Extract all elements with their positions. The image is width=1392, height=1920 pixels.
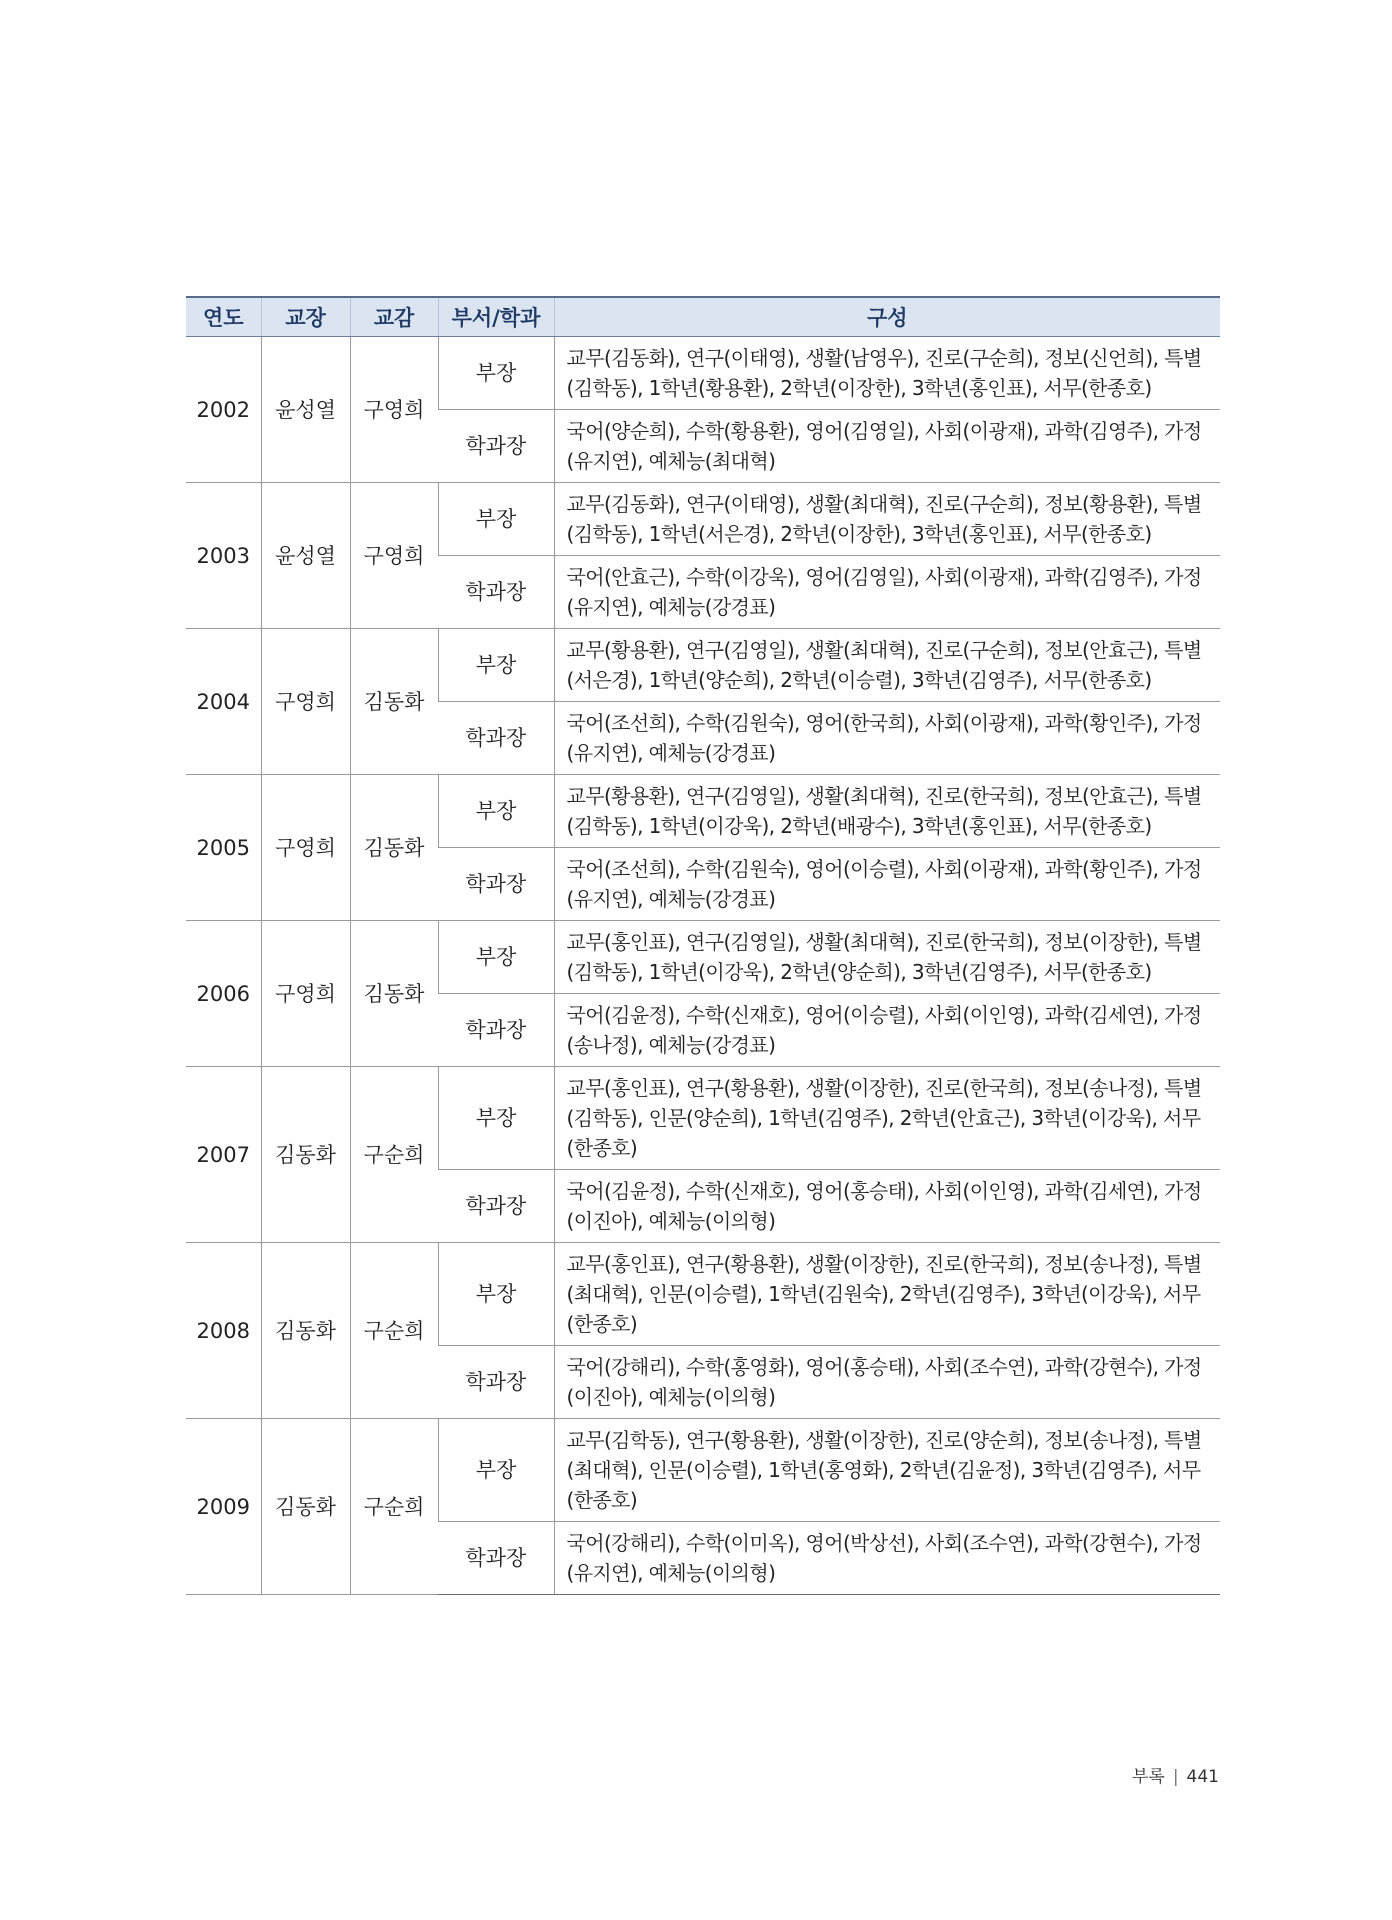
cell-principal: 윤성열 bbox=[261, 483, 350, 629]
staff-table bbox=[186, 296, 1220, 1595]
cell-subject-composition: 국어(안효근), 수학(이강욱), 영어(김영일), 사회(이광재), 과학(김영주), 가정(유지연), 예체능(강경표) bbox=[554, 556, 1220, 629]
cell-dept-label: 부장 bbox=[438, 337, 554, 410]
cell-subject-composition: 국어(강해리), 수학(이미옥), 영어(박상선), 사회(조수연), 과학(강현수), 가정(유지연), 예체능(이의형) bbox=[554, 1522, 1220, 1595]
cell-subject-label: 학과장 bbox=[438, 410, 554, 483]
table-row bbox=[186, 1243, 1220, 1346]
cell-dept-label: 부장 bbox=[438, 1419, 554, 1522]
cell-year: 2009 bbox=[186, 1419, 261, 1595]
table-row bbox=[186, 1067, 1220, 1170]
cell-dept-label: 부장 bbox=[438, 629, 554, 702]
staff-table-wrapper bbox=[186, 296, 1220, 1595]
cell-dept-label: 부장 bbox=[438, 1067, 554, 1170]
cell-dept-label: 부장 bbox=[438, 1243, 554, 1346]
cell-principal: 김동화 bbox=[261, 1243, 350, 1419]
cell-year: 2002 bbox=[186, 337, 261, 483]
header-principal: 교장 bbox=[261, 297, 350, 337]
table-row bbox=[186, 483, 1220, 556]
cell-year: 2003 bbox=[186, 483, 261, 629]
table-header-row bbox=[186, 297, 1220, 337]
cell-principal: 구영희 bbox=[261, 921, 350, 1067]
cell-subject-composition: 국어(김윤정), 수학(신재호), 영어(홍승태), 사회(이인영), 과학(김세연), 가정(이진아), 예체능(이의형) bbox=[554, 1170, 1220, 1243]
cell-year: 2004 bbox=[186, 629, 261, 775]
cell-subject-composition: 국어(조선희), 수학(김원숙), 영어(한국희), 사회(이광재), 과학(황인주), 가정(유지연), 예체능(강경표) bbox=[554, 702, 1220, 775]
cell-vice-principal: 구순희 bbox=[350, 1067, 438, 1243]
cell-subject-label: 학과장 bbox=[438, 556, 554, 629]
cell-principal: 김동화 bbox=[261, 1419, 350, 1595]
header-composition: 구성 bbox=[554, 297, 1220, 337]
cell-year: 2006 bbox=[186, 921, 261, 1067]
cell-year: 2008 bbox=[186, 1243, 261, 1419]
page-number: 441 bbox=[1186, 1767, 1219, 1787]
cell-vice-principal: 김동화 bbox=[350, 629, 438, 775]
cell-subject-composition: 국어(김윤정), 수학(신재호), 영어(이승렬), 사회(이인영), 과학(김세연), 가정(송나정), 예체능(강경표) bbox=[554, 994, 1220, 1067]
cell-dept-label: 부장 bbox=[438, 775, 554, 848]
cell-dept-composition: 교무(김학동), 연구(황용환), 생활(이장한), 진로(양순희), 정보(송나정), 특별(최대혁), 인문(이승렬), 1학년(홍영화), 2학년(김윤정), 3학년(김영주), 서무(한종호) bbox=[554, 1419, 1220, 1522]
cell-subject-label: 학과장 bbox=[438, 1170, 554, 1243]
table-row bbox=[186, 629, 1220, 702]
table-row bbox=[186, 775, 1220, 848]
cell-vice-principal: 구순희 bbox=[350, 1243, 438, 1419]
cell-dept-composition: 교무(김동화), 연구(이태영), 생활(최대혁), 진로(구순희), 정보(황용환), 특별(김학동), 1학년(서은경), 2학년(이장한), 3학년(홍인표), 서무(한종호) bbox=[554, 483, 1220, 556]
cell-dept-composition: 교무(황용환), 연구(김영일), 생활(최대혁), 진로(구순희), 정보(안효근), 특별(서은경), 1학년(양순희), 2학년(이승렬), 3학년(김영주), 서무(한종호) bbox=[554, 629, 1220, 702]
cell-principal: 구영희 bbox=[261, 775, 350, 921]
cell-dept-composition: 교무(홍인표), 연구(황용환), 생활(이장한), 진로(한국희), 정보(송나정), 특별(최대혁), 인문(이승렬), 1학년(김원숙), 2학년(김영주), 3학년(이강욱), 서무(한종호) bbox=[554, 1243, 1220, 1346]
table-row bbox=[186, 1419, 1220, 1522]
cell-subject-composition: 국어(조선희), 수학(김원숙), 영어(이승렬), 사회(이광재), 과학(황인주), 가정(유지연), 예체능(강경표) bbox=[554, 848, 1220, 921]
header-vice-principal: 교감 bbox=[350, 297, 438, 337]
header-department: 부서/학과 bbox=[438, 297, 554, 337]
cell-dept-composition: 교무(홍인표), 연구(김영일), 생활(최대혁), 진로(한국희), 정보(이장한), 특별(김학동), 1학년(이강욱), 2학년(양순희), 3학년(김영주), 서무(한종호) bbox=[554, 921, 1220, 994]
cell-subject-label: 학과장 bbox=[438, 994, 554, 1067]
cell-subject-composition: 국어(강해리), 수학(홍영화), 영어(홍승태), 사회(조수연), 과학(강현수), 가정(이진아), 예체능(이의형) bbox=[554, 1346, 1220, 1419]
cell-year: 2005 bbox=[186, 775, 261, 921]
cell-vice-principal: 김동화 bbox=[350, 921, 438, 1067]
cell-dept-composition: 교무(황용환), 연구(김영일), 생활(최대혁), 진로(한국희), 정보(안효근), 특별(김학동), 1학년(이강욱), 2학년(배광수), 3학년(홍인표), 서무(한종호) bbox=[554, 775, 1220, 848]
cell-vice-principal: 구영희 bbox=[350, 483, 438, 629]
cell-vice-principal: 구영희 bbox=[350, 337, 438, 483]
cell-dept-composition: 교무(김동화), 연구(이태영), 생활(남영우), 진로(구순희), 정보(신언희), 특별(김학동), 1학년(황용환), 2학년(이장한), 3학년(홍인표), 서무(한종호) bbox=[554, 337, 1220, 410]
cell-principal: 김동화 bbox=[261, 1067, 350, 1243]
cell-dept-label: 부장 bbox=[438, 483, 554, 556]
cell-vice-principal: 김동화 bbox=[350, 775, 438, 921]
table-row bbox=[186, 337, 1220, 410]
cell-subject-label: 학과장 bbox=[438, 1522, 554, 1595]
cell-subject-label: 학과장 bbox=[438, 1346, 554, 1419]
cell-dept-label: 부장 bbox=[438, 921, 554, 994]
cell-dept-composition: 교무(홍인표), 연구(황용환), 생활(이장한), 진로(한국희), 정보(송나정), 특별(김학동), 인문(양순희), 1학년(김영주), 2학년(안효근), 3학년(이강욱), 서무(한종호) bbox=[554, 1067, 1220, 1170]
footer-separator: | bbox=[1172, 1767, 1179, 1787]
cell-year: 2007 bbox=[186, 1067, 261, 1243]
cell-subject-composition: 국어(양순희), 수학(황용환), 영어(김영일), 사회(이광재), 과학(김영주), 가정(유지연), 예체능(최대혁) bbox=[554, 410, 1220, 483]
page-footer bbox=[1132, 1762, 1219, 1787]
cell-subject-label: 학과장 bbox=[438, 848, 554, 921]
footer-section: 부록 bbox=[1131, 1767, 1165, 1787]
cell-vice-principal: 구순희 bbox=[350, 1419, 438, 1595]
cell-subject-label: 학과장 bbox=[438, 702, 554, 775]
cell-principal: 윤성열 bbox=[261, 337, 350, 483]
header-year: 연도 bbox=[186, 297, 261, 337]
cell-principal: 구영희 bbox=[261, 629, 350, 775]
table-body bbox=[186, 337, 1220, 1595]
table-row bbox=[186, 921, 1220, 994]
